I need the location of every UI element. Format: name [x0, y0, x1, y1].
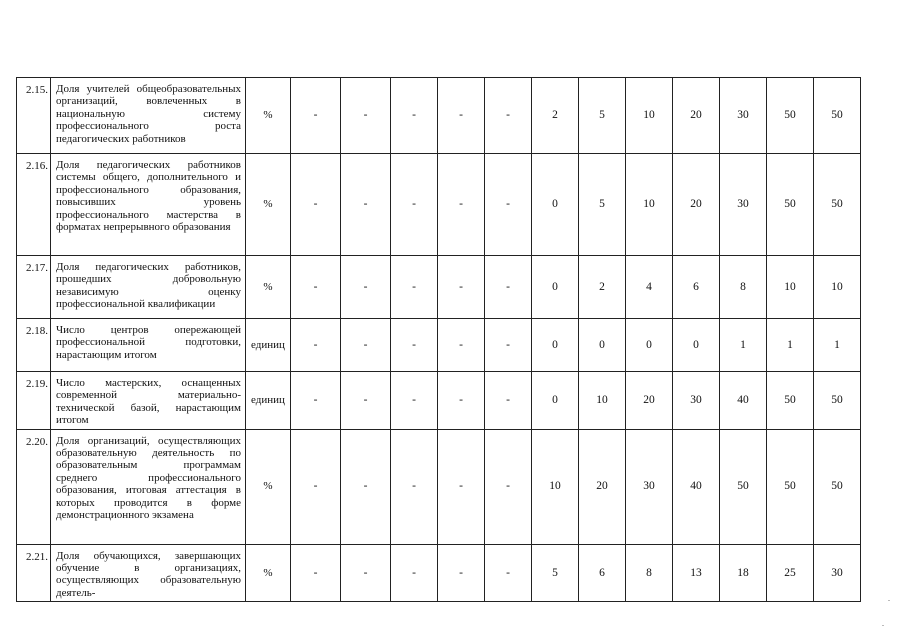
value-cell: 20	[626, 372, 673, 430]
value-cell: 50	[767, 78, 814, 154]
table-row	[17, 154, 861, 256]
value-cell: -	[391, 372, 438, 430]
value-cell: -	[438, 78, 485, 154]
table-row	[17, 256, 861, 319]
value-cell: -	[438, 154, 485, 256]
indicator-name: Доля обучающихся, завершающих обучение в организациях, осуществляющих образовательную деятель-	[51, 544, 246, 602]
value-cell: 0	[579, 319, 626, 372]
value-cell: -	[438, 256, 485, 319]
unit-cell: %	[246, 78, 291, 154]
value-cell: 30	[720, 154, 767, 256]
unit-cell: %	[246, 256, 291, 319]
value-cell: -	[341, 154, 391, 256]
row-number: 2.15.	[17, 78, 51, 154]
value-cell: -	[391, 544, 438, 602]
row-number: 2.19.	[17, 372, 51, 430]
row-number: 2.21.	[17, 544, 51, 602]
value-cell: 50	[720, 429, 767, 544]
value-cell: 2	[579, 256, 626, 319]
value-cell: -	[391, 256, 438, 319]
value-cell: 0	[673, 319, 720, 372]
indicator-name: Доля педагогических работников, прошедших добровольную независимую оценку профессиональной квалификации	[51, 256, 246, 319]
value-cell: 0	[532, 154, 579, 256]
table-row	[17, 319, 861, 372]
value-cell: 40	[673, 429, 720, 544]
value-cell: 6	[673, 256, 720, 319]
scan-speck	[888, 600, 890, 601]
unit-cell: единиц	[246, 319, 291, 372]
value-cell: 40	[720, 372, 767, 430]
value-cell: 1	[814, 319, 861, 372]
table-row	[17, 78, 861, 154]
unit-cell: %	[246, 544, 291, 602]
indicator-name: Число мастерских, оснащенных современной материально-технической базой, нарастающим итогом	[51, 372, 246, 430]
value-cell: 20	[579, 429, 626, 544]
value-cell: 8	[626, 544, 673, 602]
value-cell: -	[391, 429, 438, 544]
value-cell: -	[291, 544, 341, 602]
value-cell: 50	[814, 429, 861, 544]
value-cell: -	[438, 319, 485, 372]
value-cell: -	[485, 429, 532, 544]
value-cell: 0	[532, 256, 579, 319]
value-cell: -	[291, 78, 341, 154]
value-cell: 4	[626, 256, 673, 319]
value-cell: 25	[767, 544, 814, 602]
value-cell: 50	[767, 372, 814, 430]
value-cell: 20	[673, 154, 720, 256]
value-cell: 30	[720, 78, 767, 154]
value-cell: -	[485, 372, 532, 430]
value-cell: 6	[579, 544, 626, 602]
row-number: 2.17.	[17, 256, 51, 319]
value-cell: 10	[532, 429, 579, 544]
value-cell: -	[485, 544, 532, 602]
value-cell: 0	[626, 319, 673, 372]
value-cell: 0	[532, 372, 579, 430]
table-row	[17, 372, 861, 430]
value-cell: -	[341, 78, 391, 154]
value-cell: -	[485, 256, 532, 319]
value-cell: -	[391, 319, 438, 372]
unit-cell: %	[246, 154, 291, 256]
table-row	[17, 429, 861, 544]
value-cell: 20	[673, 78, 720, 154]
indicator-name: Доля учителей общеобразовательных организаций, вовлеченных в национальную систему профессионального роста педагогических работников	[51, 78, 246, 154]
value-cell: 1	[767, 319, 814, 372]
value-cell: 2	[532, 78, 579, 154]
value-cell: -	[291, 154, 341, 256]
table-row	[17, 544, 861, 602]
value-cell: 10	[579, 372, 626, 430]
indicator-name: Число центров опережающей профессиональной подготовки, нарастающим итогом	[51, 319, 246, 372]
value-cell: 5	[579, 78, 626, 154]
value-cell: -	[291, 429, 341, 544]
value-cell: 18	[720, 544, 767, 602]
value-cell: -	[291, 319, 341, 372]
value-cell: -	[438, 372, 485, 430]
value-cell: 50	[814, 154, 861, 256]
value-cell: -	[341, 544, 391, 602]
row-number: 2.18.	[17, 319, 51, 372]
value-cell: -	[341, 372, 391, 430]
value-cell: 10	[767, 256, 814, 319]
indicators-table	[16, 77, 861, 602]
value-cell: 10	[814, 256, 861, 319]
value-cell: -	[341, 429, 391, 544]
value-cell: 8	[720, 256, 767, 319]
value-cell: 30	[626, 429, 673, 544]
value-cell: -	[391, 154, 438, 256]
value-cell: -	[341, 319, 391, 372]
value-cell: -	[438, 429, 485, 544]
value-cell: -	[485, 319, 532, 372]
value-cell: -	[485, 154, 532, 256]
value-cell: -	[291, 372, 341, 430]
value-cell: -	[341, 256, 391, 319]
value-cell: 10	[626, 78, 673, 154]
value-cell: 1	[720, 319, 767, 372]
value-cell: 50	[814, 372, 861, 430]
value-cell: -	[438, 544, 485, 602]
value-cell: 0	[532, 319, 579, 372]
value-cell: 5	[532, 544, 579, 602]
value-cell: -	[391, 78, 438, 154]
row-number: 2.20.	[17, 429, 51, 544]
value-cell: 50	[767, 429, 814, 544]
value-cell: -	[291, 256, 341, 319]
value-cell: 13	[673, 544, 720, 602]
indicator-name: Доля педагогических работников системы общего, дополнительного и профессионального образования, повысивших уровень профессионального мастерства в форматах непрерывного образования	[51, 154, 246, 256]
indicator-name: Доля организаций, осуществляющих образовательную деятельность по образовательным программам среднего профессионального образования, итоговая аттестация в которых проводится в форме демонстрационного экзамена	[51, 429, 246, 544]
row-number: 2.16.	[17, 154, 51, 256]
value-cell: 30	[673, 372, 720, 430]
value-cell: 10	[626, 154, 673, 256]
value-cell: 5	[579, 154, 626, 256]
unit-cell: %	[246, 429, 291, 544]
value-cell: 50	[767, 154, 814, 256]
value-cell: 30	[814, 544, 861, 602]
scan-speck	[882, 625, 884, 626]
value-cell: 50	[814, 78, 861, 154]
unit-cell: единиц	[246, 372, 291, 430]
value-cell: -	[485, 78, 532, 154]
